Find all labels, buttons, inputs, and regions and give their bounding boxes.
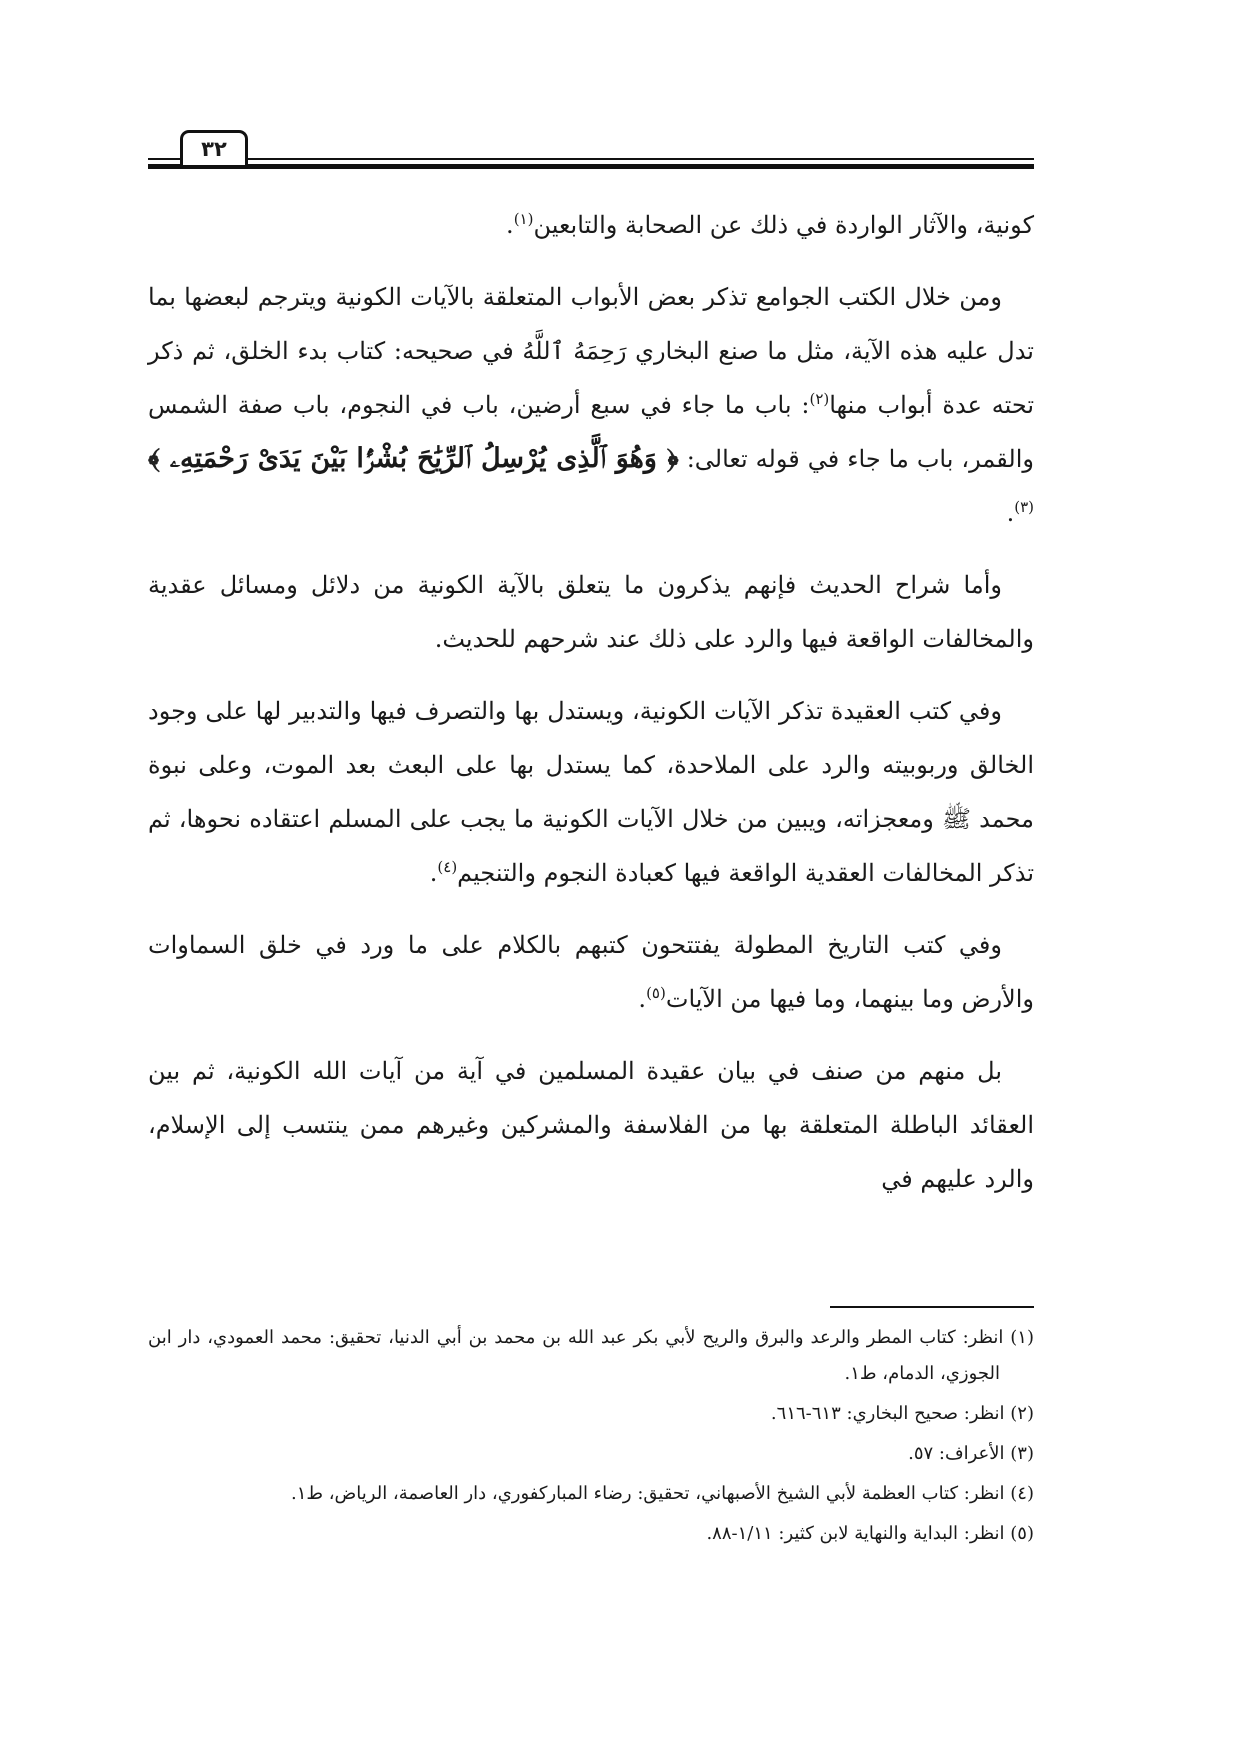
body-text xyxy=(148,198,1034,1224)
footnote-4: (٤) انظر: كتاب العظمة لأبي الشيخ الأصبهاني، تحقيق: رضاء المباركفوري، دار العاصمة، الرياض، ط١. xyxy=(290,1483,1034,1504)
paragraph-2-text-cont: : باب ما جاء في سبع أرضين، باب في النجوم، باب صفة الشمس والقمر، باب ما جاء في قوله تعالى: xyxy=(148,391,1034,473)
paragraph-5 xyxy=(148,918,1034,1026)
footnote-ref-1: (١) xyxy=(513,210,534,228)
footnote-ref-3: (٣) xyxy=(1014,498,1034,516)
footnote-ref-4: (٤) xyxy=(437,858,458,876)
paragraph-4-text: وفي كتب العقيدة تذكر الآيات الكونية، ويستدل بها والتصرف فيها والتدبير لها على وجود الخالق وربوبيته والرد على الملاحدة، كما يستدل بها على البعث بعد الموت، وعلى نبوة محمد ﷺ ومعجزاته، ويبين من خلال الآيات الكونية ما يجب على المسلم اعتقاده نحوها، ثم تذكر المخالفات العقدية الواقعة فيها كعبادة النجوم والتنجيم xyxy=(148,697,1034,887)
paragraph-4 xyxy=(148,684,1034,900)
footnote-1: (١) انظر: كتاب المطر والرعد والبرق والريح لأبي بكر عبد الله بن محمد بن أبي الدنيا، تحقيق: محمد العمودي، دار ابن الجوزي، الدمام، ط١. xyxy=(148,1327,1034,1384)
footnote-3: (٣) الأعراف: ٥٧. xyxy=(908,1443,1034,1464)
paragraph-2-text: ومن خلال الكتب الجوامع تذكر بعض الأبواب المتعلقة بالآيات الكونية ويترجم لبعضها بما تدل عليه هذه الآية، مثل ما صنع البخاري رَحِمَهُ ٱللَّهُ في صحيحه: كتاب بدء الخلق، ثم ذكر تحته عدة أبواب منها xyxy=(148,283,1035,419)
paragraph-1-text: كونية، والآثار الواردة في ذلك عن الصحابة والتابعين xyxy=(533,211,1034,239)
footnotes xyxy=(148,1320,1034,1556)
paragraph-6 xyxy=(148,1044,1034,1206)
paragraph-1-tail: . xyxy=(506,211,514,239)
paragraph-6-text: بل منهم من صنف في بيان عقيدة المسلمين في آية من آيات الله الكونية، ثم بين العقائد الباطلة المتعلقة بها من الفلاسفة والمشركين وغيرهم ممن ينتسب إلى الإسلام، والرد عليهم في xyxy=(148,1057,1035,1193)
header-rule-thin xyxy=(148,158,1034,160)
header-rule-thick xyxy=(148,164,1034,169)
paragraph-4-tail: . xyxy=(429,859,438,887)
page-number-box xyxy=(180,130,248,165)
paragraph-2-tail: . xyxy=(1006,499,1015,527)
paragraph-5-text: وفي كتب التاريخ المطولة يفتتحون كتبهم بالكلام على ما ورد في خلق السماوات والأرض وما بينهما، وما فيها من الآيات xyxy=(148,931,1034,1013)
page-number: ٣٢ xyxy=(201,137,227,161)
footnote-ref-2: (٢) xyxy=(809,390,830,408)
footnote-5: (٥) انظر: البداية والنهاية لابن كثير: ١/١١-٨٨. xyxy=(706,1523,1034,1544)
paragraph-3-text: وأما شراح الحديث فإنهم يذكرون ما يتعلق بالآية الكونية من دلائل ومسائل عقدية والمخالفات الواقعة فيها والرد على ذلك عند شرحهم للحديث. xyxy=(148,571,1034,653)
paragraph-2 xyxy=(148,270,1034,540)
footnote-separator xyxy=(830,1306,1034,1308)
paragraph-5-tail: . xyxy=(638,985,647,1013)
quran-bracket-open: ﴿ xyxy=(666,443,679,474)
footnote-2: (٢) انظر: صحيح البخاري: ٦١٣-٦١٦. xyxy=(770,1403,1034,1424)
paragraph-3 xyxy=(148,558,1034,666)
quran-bracket-close: ﴾ xyxy=(148,443,160,474)
footnote-ref-5: (٥) xyxy=(646,984,666,1002)
quran-verse: وَهُوَ ٱلَّذِى يُرْسِلُ ٱلرِّيَٰحَ بُشْرًۢا بَيْنَ يَدَىْ رَحْمَتِهِۦ xyxy=(159,443,667,474)
paragraph-1 xyxy=(148,198,1034,252)
